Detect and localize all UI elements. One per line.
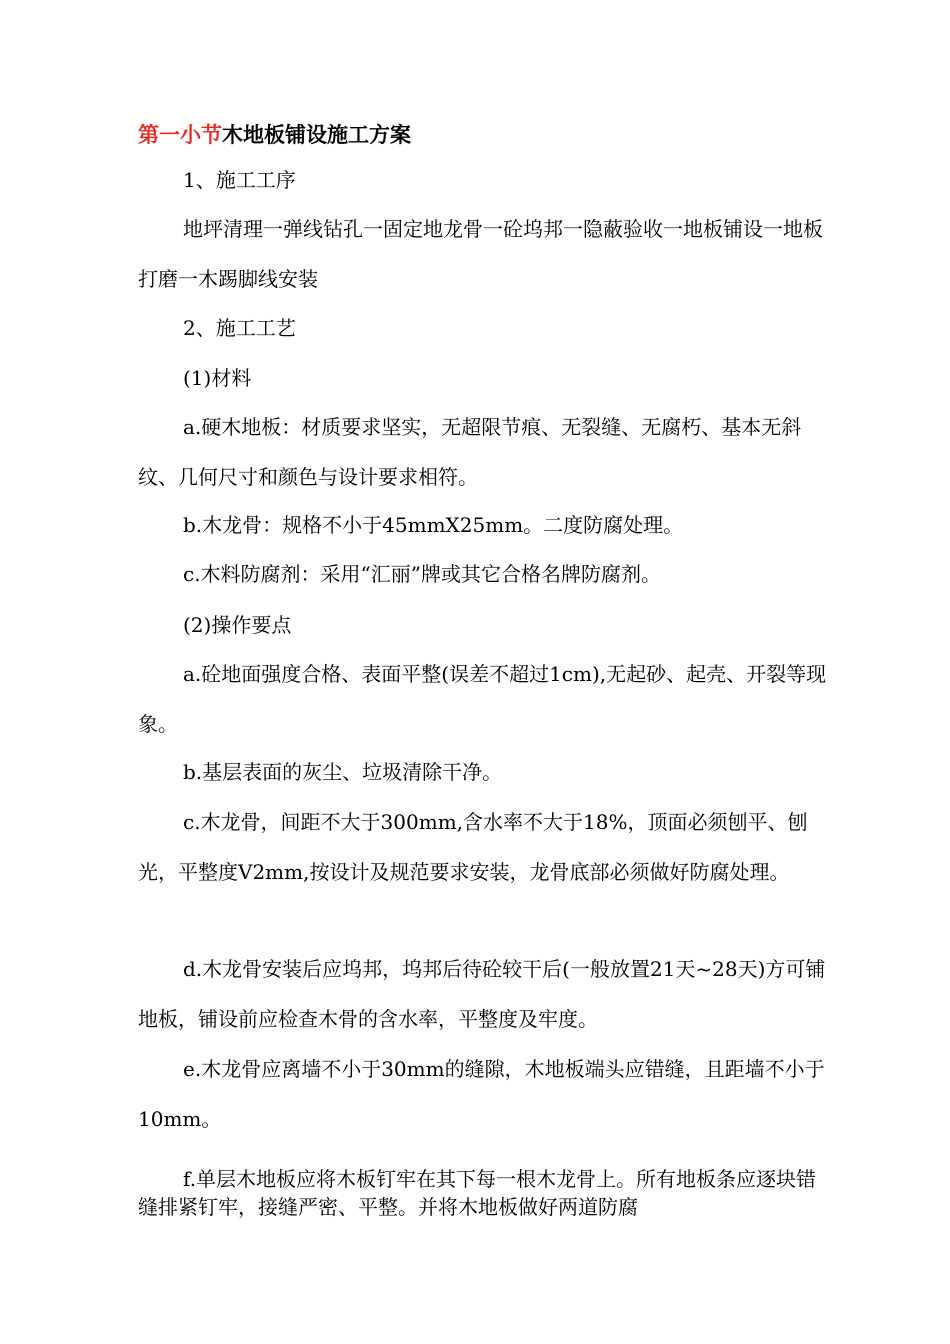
- paragraph-11: c.木龙骨，间距不大于300mm,含水率不大于18%，顶面必须刨平、刨光，平整度V2mm,按设计及规范要求安装，龙骨底部必须做好防腐处理。: [138, 810, 808, 884]
- paragraph-13: e.木龙骨应离墙不小于30mm的缝隙，木地板端头应错缝，且距墙不小于10mm。: [138, 1057, 825, 1131]
- paragraph-10: b.基层表面的灰尘、垃圾清除干净。: [183, 760, 503, 784]
- paragraph-1: 1、施工工序: [183, 168, 296, 192]
- paragraph-6: b.木龙骨：规格不小于45mmX25mm。二度防腐处理。: [183, 513, 684, 537]
- paragraph-9: a.砼地面强度合格、表面平整(误差不超过1cm),无起砂、起壳、开裂等现象。: [138, 662, 827, 736]
- section-heading: [138, 120, 411, 150]
- paragraph-2: 地坪清理一弹线钻孔一固定地龙骨一砼坞邦一隐蔽验收一地板铺设一地板打磨一木踢脚线安装: [138, 217, 823, 291]
- heading-black-part: 木地板铺设施工方案: [222, 122, 411, 147]
- heading-red-part: 第一小节: [138, 122, 222, 147]
- paragraph-4: (1)材料: [183, 366, 252, 390]
- paragraph-8: (2)操作要点: [183, 613, 292, 637]
- paragraph-5: a.硬木地板：材质要求坚实，无超限节痕、无裂缝、无腐朽、基本无斜纹、几何尺寸和颜色与设计要求相符。: [138, 415, 802, 489]
- paragraph-3: 2、施工工艺: [183, 316, 296, 340]
- paragraph-7: c.木料防腐剂：采用“汇丽”牌或其它合格名牌防腐剂。: [183, 562, 662, 586]
- paragraph-12: d.木龙骨安装后应坞邦，坞邦后待砼较干后(一般放置21天~28天)方可铺地板，铺设前应检查木骨的含水率，平整度及牢度。: [138, 957, 826, 1031]
- paragraph-14: f.单层木地板应将木板钉牢在其下每一根木龙骨上。所有地板条应逐块错缝排紧钉牢，接缝严密、平整。并将木地板做好两道防腐: [138, 1167, 817, 1219]
